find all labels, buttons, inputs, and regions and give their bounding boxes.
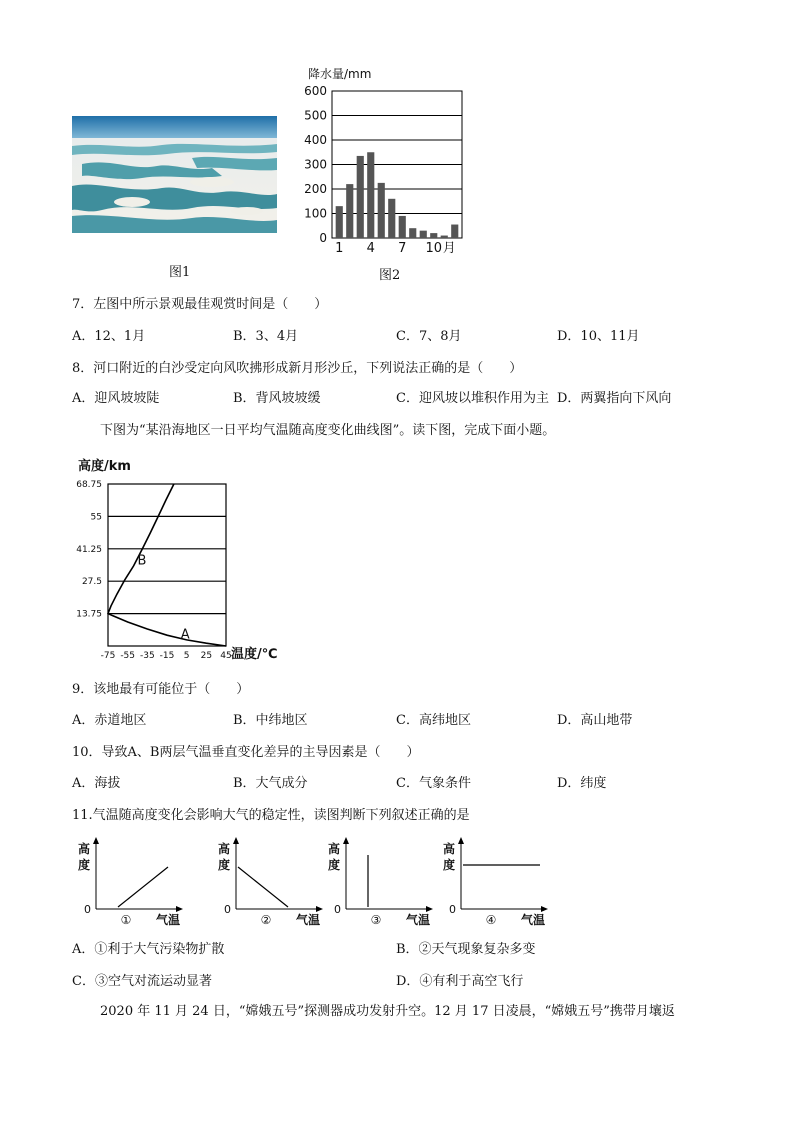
y-tick-label: 41.25 [76,544,102,555]
y-axis-label: 高度/km [78,459,131,474]
q10-option-a: A．海拔 [72,776,121,791]
y-label-bottom: 度 [443,858,456,872]
bar-month-6 [388,199,395,238]
x-tick-label: -75 [100,651,116,661]
q7-option-b: B．3、4月 [233,329,299,344]
q8-option-a: A．迎风坡坡陡 [72,391,160,406]
origin-label: 0 [224,903,231,916]
y-axis-arrow [343,837,349,844]
x-label: 气温 [296,913,321,927]
stability-graphs [70,835,560,930]
y-tick-label: 27.5 [81,577,102,588]
passage-line: 2020 年 11 月 24 日，“嫦娥五号”探测器成功发射升空。12 月 17 日凌晨，“嫦娥五号”携带月壤返 [100,1004,675,1019]
q8-option-b: B．背风坡坡缓 [233,391,321,406]
fig1-caption: 图1 [169,265,191,280]
y-tick-label: 0 [319,231,327,245]
landscape-photo [72,116,277,233]
x-axis-arrow [316,906,323,912]
q7-option-a: A．12、1月 [72,329,146,344]
layer-label-b: B [137,553,147,569]
q11-option-b: B．②天气现象复杂多变 [396,942,536,957]
x-tick-label: 25 [200,651,213,661]
bar-month-1 [336,206,343,238]
x-tick-label: -35 [139,651,155,661]
y-label-bottom: 度 [328,858,341,872]
bar-month-10 [430,233,437,238]
q11-option-c: C．③空气对流运动显著 [72,974,212,989]
y-tick-label: 500 [304,108,327,123]
x-tick-label: -15 [159,651,175,661]
x-tick-label: -55 [120,651,136,661]
y-tick-label: 600 [304,84,327,98]
graph-marker: ③ [370,913,382,927]
q8-option-c: C．迎风坡以堆积作用为主 [396,391,549,406]
x-label: 气温 [521,913,546,927]
x-tick-label: 45 [220,651,232,661]
y-tick-label: 300 [304,157,327,172]
precipitation-bar-chart [300,80,490,260]
bar-month-3 [357,156,364,238]
y-label-top: 高 [218,842,231,856]
origin-label: 0 [84,903,91,916]
x-tick-label: 1 [335,241,344,256]
fig2-caption: 图2 [379,268,401,283]
bar-month-4 [367,152,374,238]
y-axis-arrow [93,837,99,844]
y-label-top: 高 [443,842,456,856]
y-tick-label: 68.75 [76,480,102,490]
graph-marker: ④ [485,913,497,927]
x-axis-arrow [176,906,183,912]
bar-month-9 [420,231,427,238]
x-tick-label: 5 [183,651,190,661]
bar-month-12 [451,225,458,238]
bar-month-5 [378,183,385,238]
q9-option-b: B．中纬地区 [233,713,308,728]
q10-option-d: D．纬度 [557,776,607,791]
y-tick-label: 13.75 [76,609,102,620]
x-tick-label: 7 [398,241,407,256]
question-8-stem: 8．河口附近的白沙受定向风吹拂形成新月形沙丘，下列说法正确的是（ ） [72,361,523,376]
q9-option-d: D．高山地带 [557,713,633,728]
question-7-stem: 7．左图中所示景观最佳观赏时间是（ ） [72,297,328,312]
q9-option-a: A．赤道地区 [72,713,147,728]
x-axis-label: 温度/℃ [231,647,278,662]
q9-option-c: C．高纬地区 [396,713,471,728]
y-label-top: 高 [78,842,91,856]
temperature-altitude-chart [66,452,296,667]
q10-option-c: C．气象条件 [396,776,471,791]
stability-graph-4 [443,837,548,927]
bar-month-11 [441,236,448,238]
x-label: 气温 [156,913,181,927]
layer-label-a: A [180,627,190,643]
x-axis-arrow [541,906,548,912]
y-label-bottom: 度 [78,858,91,872]
y-tick-label: 400 [304,133,327,147]
origin-label: 0 [334,903,341,916]
q8-option-d: D．两翼指向下风向 [557,391,672,406]
stability-graph-3 [328,837,433,927]
question-10-stem: 10．导致A、B两层气温垂直变化差异的主导因素是（ ） [72,745,420,760]
q10-option-b: B．大气成分 [233,776,308,791]
bar-month-8 [409,228,416,238]
y-axis-arrow [233,837,239,844]
x-tick-label: 4 [366,241,375,256]
y-label-bottom: 度 [218,858,231,872]
question-11-stem: 11.气温随高度变化会影响大气的稳定性，读图判断下列叙述正确的是 [72,808,470,823]
bar-month-2 [346,184,353,238]
y-tick-label: 200 [304,182,327,196]
temperature-curve [108,484,226,646]
stability-graph-2 [218,837,323,927]
q7-option-d: D．10、11月 [557,329,640,344]
temperature-line [118,867,168,907]
y-axis-arrow [458,837,464,844]
x-tick-label: 10 [425,241,443,256]
chart-ylabel: 降水量/mm [308,67,372,81]
q11-option-d: D．④有利于高空飞行 [396,974,524,989]
stability-graph-1 [78,837,183,927]
origin-label: 0 [449,903,456,916]
temperature-line [238,867,288,907]
graph-marker: ② [260,913,272,927]
x-axis-arrow [426,906,433,912]
y-tick-label: 55 [90,512,102,523]
q7-option-c: C．7、8月 [396,329,462,344]
section-intro: 下图为“某沿海地区一日平均气温随高度变化曲线图”。读下图，完成下面小题。 [100,423,556,438]
y-label-top: 高 [328,842,341,856]
x-label: 气温 [406,913,431,927]
graph-marker: ① [120,913,132,927]
bar-month-7 [399,216,406,238]
q11-option-a: A．①利于大气污染物扩散 [72,942,225,957]
x-axis-unit: 月 [442,241,456,256]
y-tick-label: 100 [304,206,327,221]
question-9-stem: 9．该地最有可能位于（ ） [72,682,250,697]
